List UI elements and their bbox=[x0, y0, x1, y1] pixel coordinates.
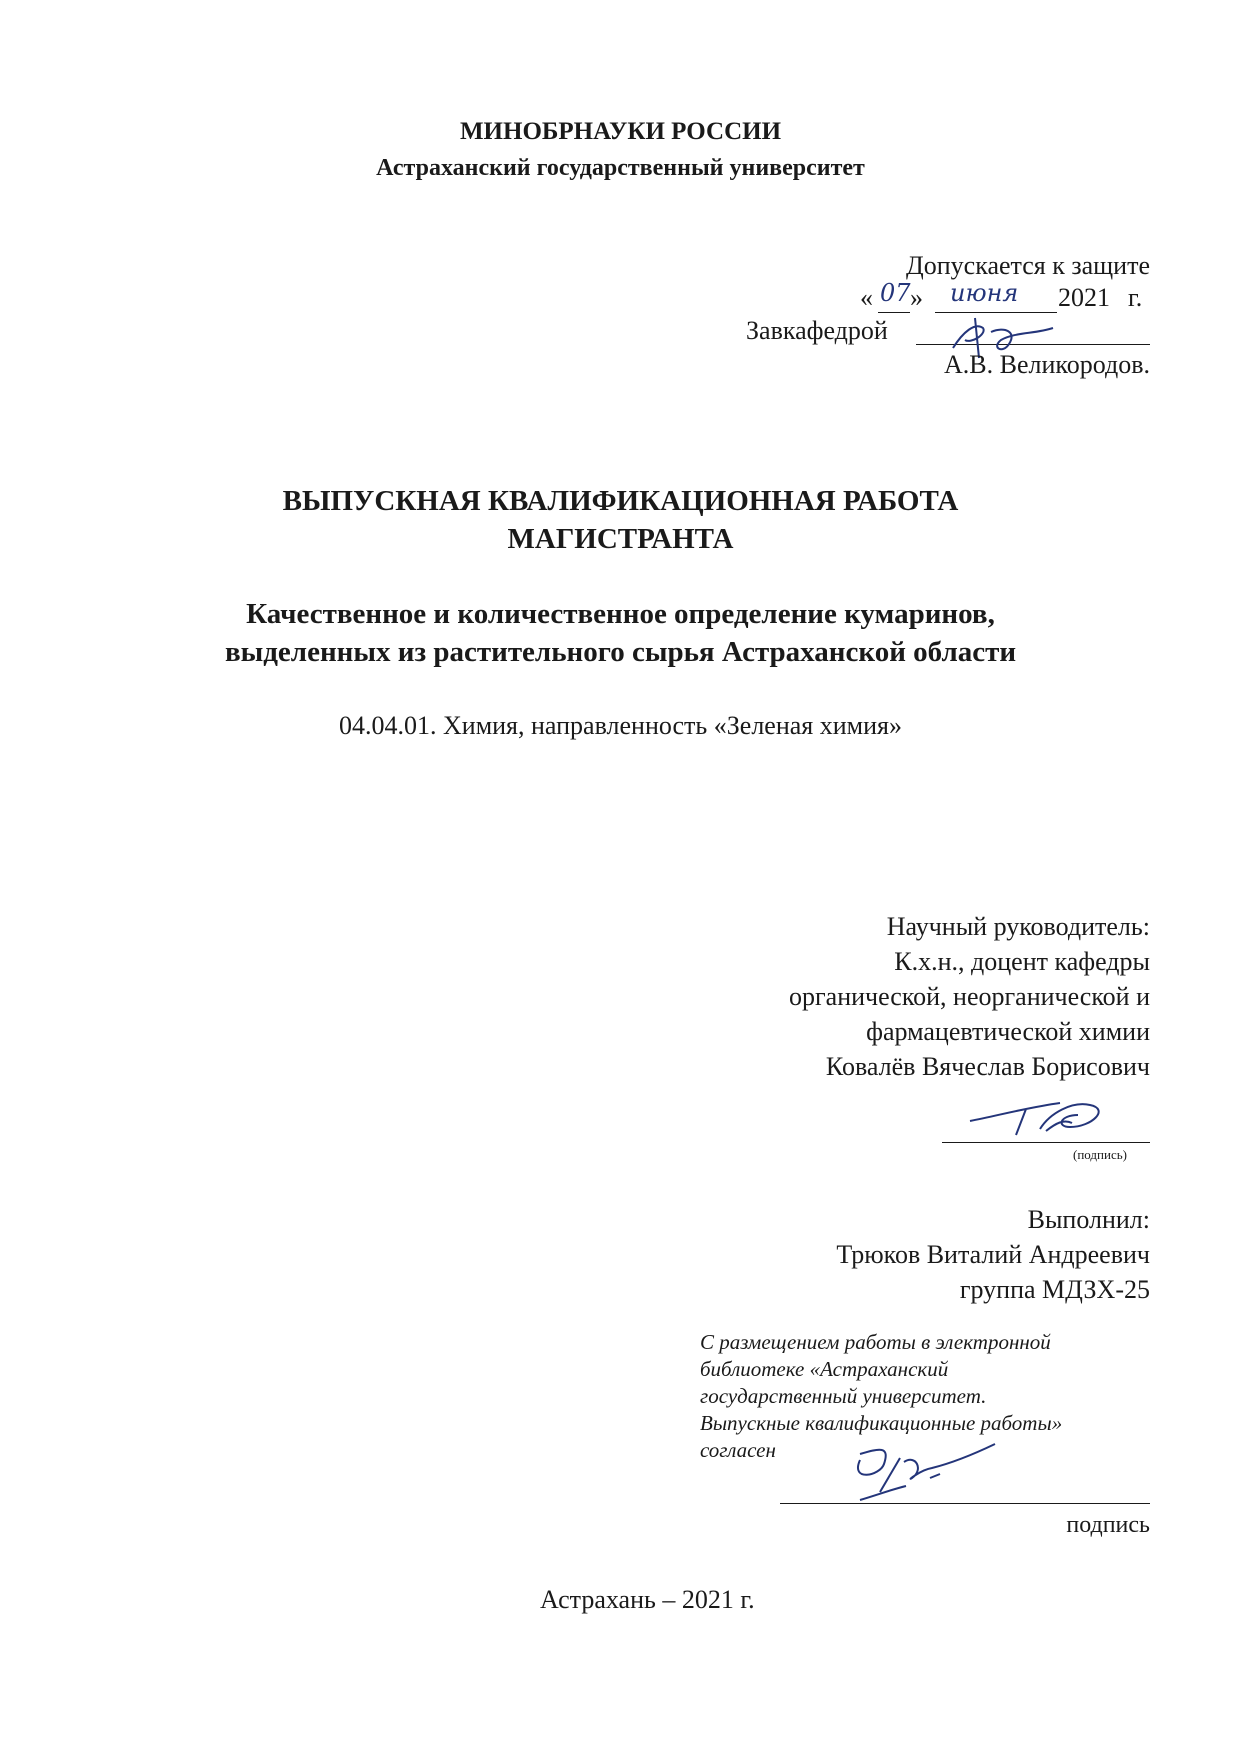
author-group: группа МДЗХ-25 bbox=[959, 1275, 1150, 1304]
head-name: А.В. Великородов. bbox=[944, 350, 1150, 379]
quote-close: » bbox=[910, 283, 923, 312]
consent-line3: государственный университет. bbox=[700, 1384, 987, 1408]
day-underline bbox=[878, 312, 910, 313]
quote-open: « bbox=[860, 283, 873, 312]
specialty: 04.04.01. Химия, направленность «Зеленая химия» bbox=[339, 711, 902, 740]
author-name: Трюков Виталий Андреевич bbox=[836, 1240, 1150, 1269]
author-label: Выполнил: bbox=[1027, 1205, 1150, 1234]
supervisor-label: Научный руководитель: bbox=[886, 912, 1150, 941]
month-underline bbox=[935, 312, 1057, 313]
thesis-type-line1: ВЫПУСКНАЯ КВАЛИФИКАЦИОННАЯ РАБОТА bbox=[282, 485, 959, 517]
ministry-heading: МИНОБРНАУКИ РОССИИ bbox=[459, 118, 782, 145]
head-label: Завкафедрой bbox=[746, 316, 888, 345]
date-month: июня bbox=[950, 279, 1019, 307]
date-day: 07 bbox=[880, 279, 911, 307]
university-name: Астраханский государственный университет bbox=[376, 155, 865, 181]
date-year-suffix: г. bbox=[1128, 283, 1143, 312]
supervisor-department-line2: фармацевтической химии bbox=[866, 1017, 1150, 1046]
author-signature-caption: подпись bbox=[1066, 1512, 1150, 1538]
supervisor-signature-caption: (подпись) bbox=[1073, 1147, 1127, 1162]
consent-line5: согласен bbox=[700, 1438, 776, 1462]
consent-line4: Выпускные квалификационные работы» bbox=[700, 1411, 1063, 1435]
topic-line1: Качественное и количественное определение кумаринов, bbox=[246, 598, 995, 630]
supervisor-degree: К.х.н., доцент кафедры bbox=[894, 947, 1150, 976]
thesis-type-line2: МАГИСТРАНТА bbox=[507, 523, 734, 555]
supervisor-signature-line bbox=[942, 1142, 1150, 1143]
author-signature-line bbox=[780, 1503, 1150, 1504]
consent-line2: библиотеке «Астраханский bbox=[700, 1357, 949, 1381]
author-signature bbox=[820, 1430, 1020, 1510]
supervisor-department-line1: органической, неорганической и bbox=[789, 982, 1150, 1011]
supervisor-name: Ковалёв Вячеслав Борисович bbox=[825, 1052, 1150, 1081]
city-year: Астрахань – 2021 г. bbox=[540, 1585, 755, 1614]
supervisor-signature bbox=[960, 1093, 1140, 1143]
date-year: 2021 bbox=[1058, 283, 1110, 312]
consent-line1: С размещением работы в электронной bbox=[700, 1330, 1051, 1354]
topic-line2: выделенных из растительного сырья Астраханской области bbox=[224, 636, 1017, 668]
admission-label: Допускается к защите bbox=[906, 251, 1150, 280]
